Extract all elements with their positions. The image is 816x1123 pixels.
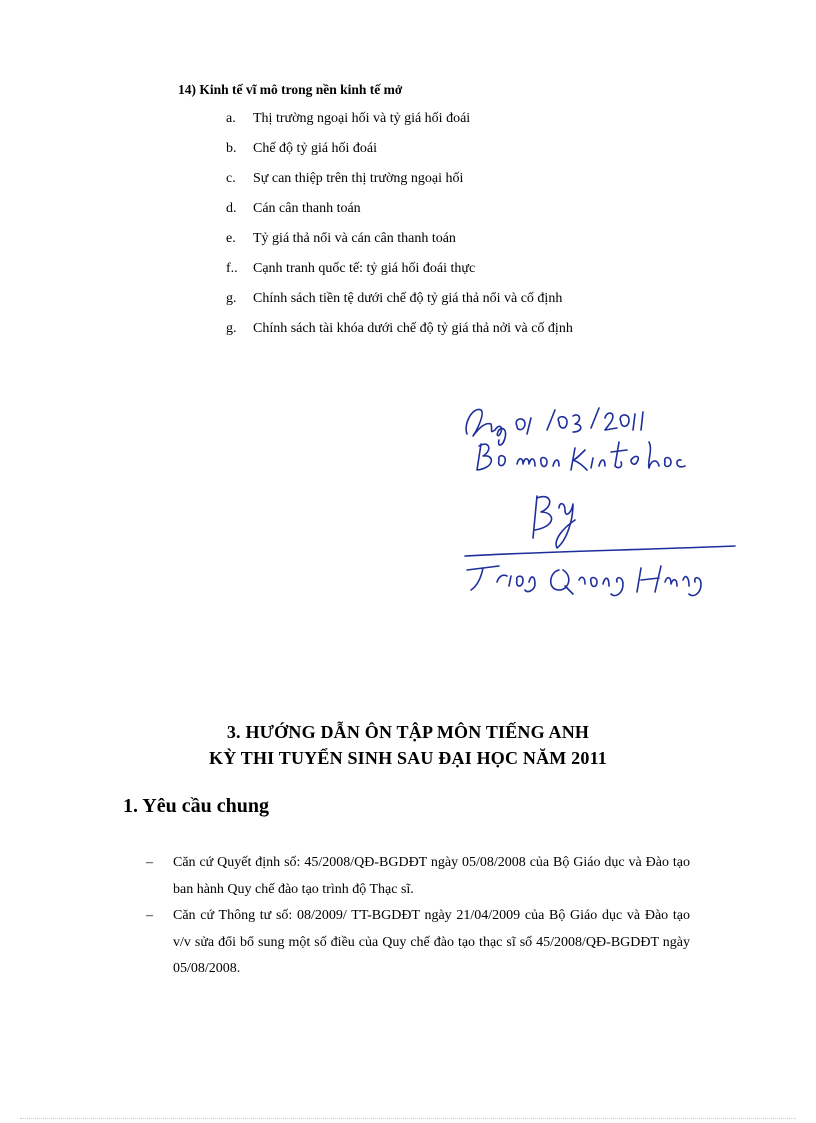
list-marker: c.	[226, 171, 236, 186]
list-item	[226, 291, 573, 321]
dash-bullet: –	[146, 855, 153, 870]
list-item-text: Tỷ giá thả nổi và cán cân thanh toán	[253, 231, 456, 246]
list-marker: f..	[226, 261, 238, 276]
requirements-heading: 1. Yêu cầu chung	[123, 795, 269, 817]
list-marker: a.	[226, 111, 236, 126]
document-title-line-2: KỲ THI TUYỂN SINH SAU ĐẠI HỌC NĂM 2011	[209, 748, 607, 768]
list-item	[146, 850, 690, 903]
handwritten-signature	[455, 400, 745, 600]
list-item-text: Chính sách tài khóa dưới chế độ tỷ giá thả nởi và cố định	[253, 321, 573, 336]
list-item-text: Thị trường ngoại hối và tỷ giá hối đoái	[253, 111, 471, 126]
section-14-topic-list	[226, 111, 573, 351]
list-marker: b.	[226, 141, 237, 156]
section-14-heading: 14) Kinh tế vĩ mô trong nền kinh tế mở	[178, 82, 403, 97]
list-item	[226, 111, 573, 141]
dash-bullet: –	[146, 908, 153, 923]
list-item	[226, 201, 573, 231]
page-bottom-divider	[20, 1118, 796, 1119]
document-title-line-1: 3. HƯỚNG DẪN ÔN TẬP MÔN TIẾNG ANH	[226, 722, 590, 742]
list-item-text: Chế độ tỷ giá hối đoái	[253, 141, 378, 156]
list-marker: d.	[226, 201, 237, 216]
list-item-text: Chính sách tiền tệ dưới chế độ tỷ giá thả nổi và cố định	[253, 291, 563, 306]
list-item-text: Căn cứ Quyết định số: 45/2008/QĐ-BGDĐT ngày 05/08/2008 của Bộ Giáo dục và Đào tạo ban hành Quy chế đào tạo trình độ Thạc sĩ.	[173, 855, 690, 897]
list-item-text: Căn cứ Thông tư số: 08/2009/ TT-BGDĐT ngày 21/04/2009 của Bộ Giáo dục và Đào tạo v/v sửa đổi bổ sung một số điều của Quy chế đào tạo thạc sĩ số 45/2008/QĐ-BGDĐT ngày 05/08/2008.	[173, 908, 690, 976]
list-item	[146, 903, 690, 983]
list-marker: e.	[226, 231, 236, 246]
list-item	[226, 321, 573, 351]
list-item	[226, 171, 573, 201]
list-item-text: Cán cân thanh toán	[253, 201, 361, 216]
list-item-text: Cạnh tranh quốc tế: tỷ giá hối đoái thực	[253, 261, 476, 276]
list-item	[226, 231, 573, 261]
list-item	[226, 261, 573, 291]
list-marker: g.	[226, 321, 237, 336]
list-item	[226, 141, 573, 171]
list-marker: g.	[226, 291, 237, 306]
list-item-text: Sự can thiệp trên thị trường ngoại hối	[253, 171, 464, 186]
requirements-list	[146, 850, 690, 983]
